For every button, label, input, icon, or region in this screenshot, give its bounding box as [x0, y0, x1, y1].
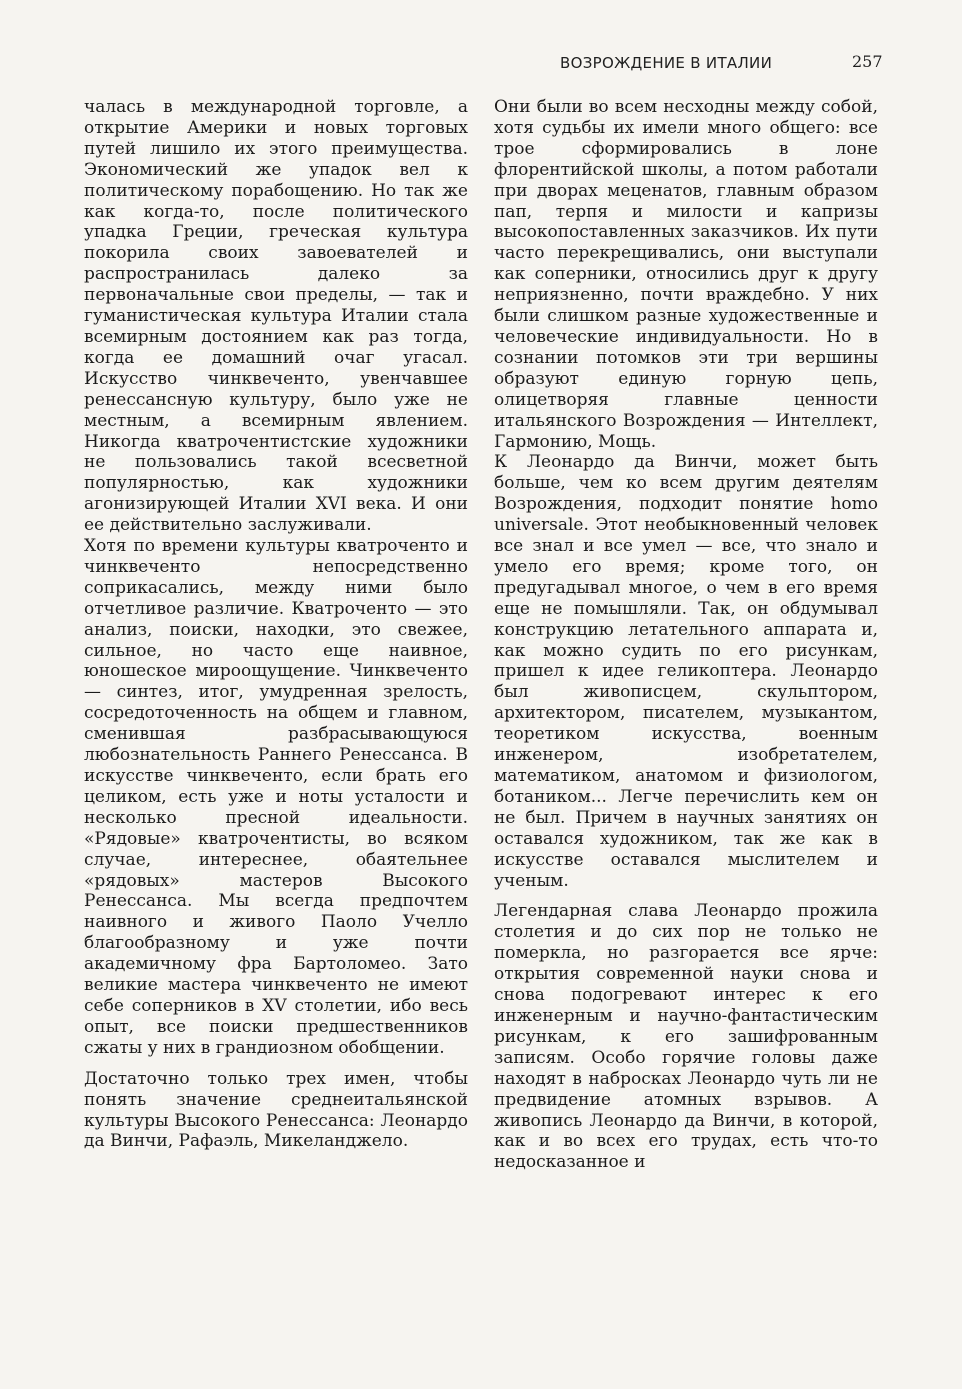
right-column [494, 97, 878, 1173]
paragraph: Легендарная слава Леонардо прожила столетия и до сих пор не только не померкла, но разгорается все ярче: открытия современной науки снова и снова подогревают интерес к его инженерным и научно-фантастическим рисункам, к его зашифрованным записям. Особо горячие головы даже находят в набросках Леонардо чуть ли не предвидение атомных взрывов. А живопись Леонардо да Винчи, в которой, как и во всех его трудах, есть что-то недосказанное и [494, 901, 878, 1173]
paragraph: Хотя по времени культуры кватроченто и чинквеченто непосредственно соприкасались, между ними было отчетливое различие. Кватроченто — это анализ, поиски, находки, это свежее, сильное, но часто еще наивное, юношеское мироощущение. Чинквеченто — синтез, итог, умудренная зрелость, сосредоточенность на общем и главном, сменившая разбрасывающуюся любознательность Раннего Ренессанса. В искусстве чинквеченто, если брать его целиком, есть уже и ноты усталости и несколько пресной идеальности. «Рядовые» кватрочентисты, во всяком случае, интереснее, обаятельнее «рядовых» мастеров Высокого Ренессанса. Мы всегда предпочтем наивного и живого Паоло Учелло благообразному и уже почти академичному фра Бартоломео. Зато великие мастера чинквеченто не имеют себе соперников в XV столетии, ибо весь опыт, все поиски предшественников сжаты у них в грандиозном обобщении. [84, 536, 468, 1058]
running-head: ВОЗРОЖДЕНИЕ В ИТАЛИИ [560, 54, 773, 72]
paragraph: Они были во всем несходны между собой, хотя судьбы их имели много общего: все трое сформировались в лоне флорентийской школы, а потом работали при дворах меценатов, главным образом пап, терпя и милости и капризы высокопоставленных заказчиков. Их пути часто перекрещивались, они выступали как соперники, относились друг к другу неприязненно, почти враждебно. У них были слишком разные художественные и человеческие индивидуальности. Но в сознании потомков эти три вершины образуют единую горную цепь, олицетворяя главные ценности итальянского Возрождения — Интеллект, Гармонию, Мощь. [494, 97, 878, 452]
left-column [84, 97, 468, 1152]
paragraph: К Леонардо да Винчи, может быть больше, чем ко всем другим деятелям Возрождения, подходит понятие homo universale. Этот необыкновенный человек все знал и все умел — все, что знало и умело его время; кроме того, он предугадывал многое, о чем в его время еще не помышляли. Так, он обдумывал конструкцию летательного аппарата и, как можно судить по его рисункам, пришел к идее геликоптера. Леонардо был живописцем, скульптором, архитектором, писателем, музыкантом, теоретиком искусства, военным инженером, изобретателем, математиком, анатомом и физиологом, ботаником... Легче перечислить кем он не был. Причем в научных занятиях он оставался художником, так же как в искусстве оставался мыслителем и ученым. [494, 452, 878, 891]
paragraph: Достаточно только трех имен, чтобы понять значение среднеитальянской культуры Высокого Ренессанса: Леонардо да Винчи, Рафаэль, Микеланджело. [84, 1068, 468, 1152]
paragraph: чалась в международной торговле, а открытие Америки и новых торговых путей лишило их этого преимущества. Экономический же упадок вел к политическому порабощению. Но так же как когда-то, после политического упадка Греции, греческая культура покорила своих завоевателей и распространилась далеко за первоначальные свои пределы, — так и гуманистическая культура Италии стала всемирным достоянием как раз тогда, когда ее домашний очаг угасал. Искусство чинквеченто, увенчавшее ренессансную культуру, было уже не местным, а всемирным явлением. Никогда кватрочентистские художники не пользовались такой всесветной популярностью, как художники агонизирующей Италии XVI века. И они ее действительно заслуживали. [84, 97, 468, 536]
page-number: 257 [852, 52, 883, 71]
